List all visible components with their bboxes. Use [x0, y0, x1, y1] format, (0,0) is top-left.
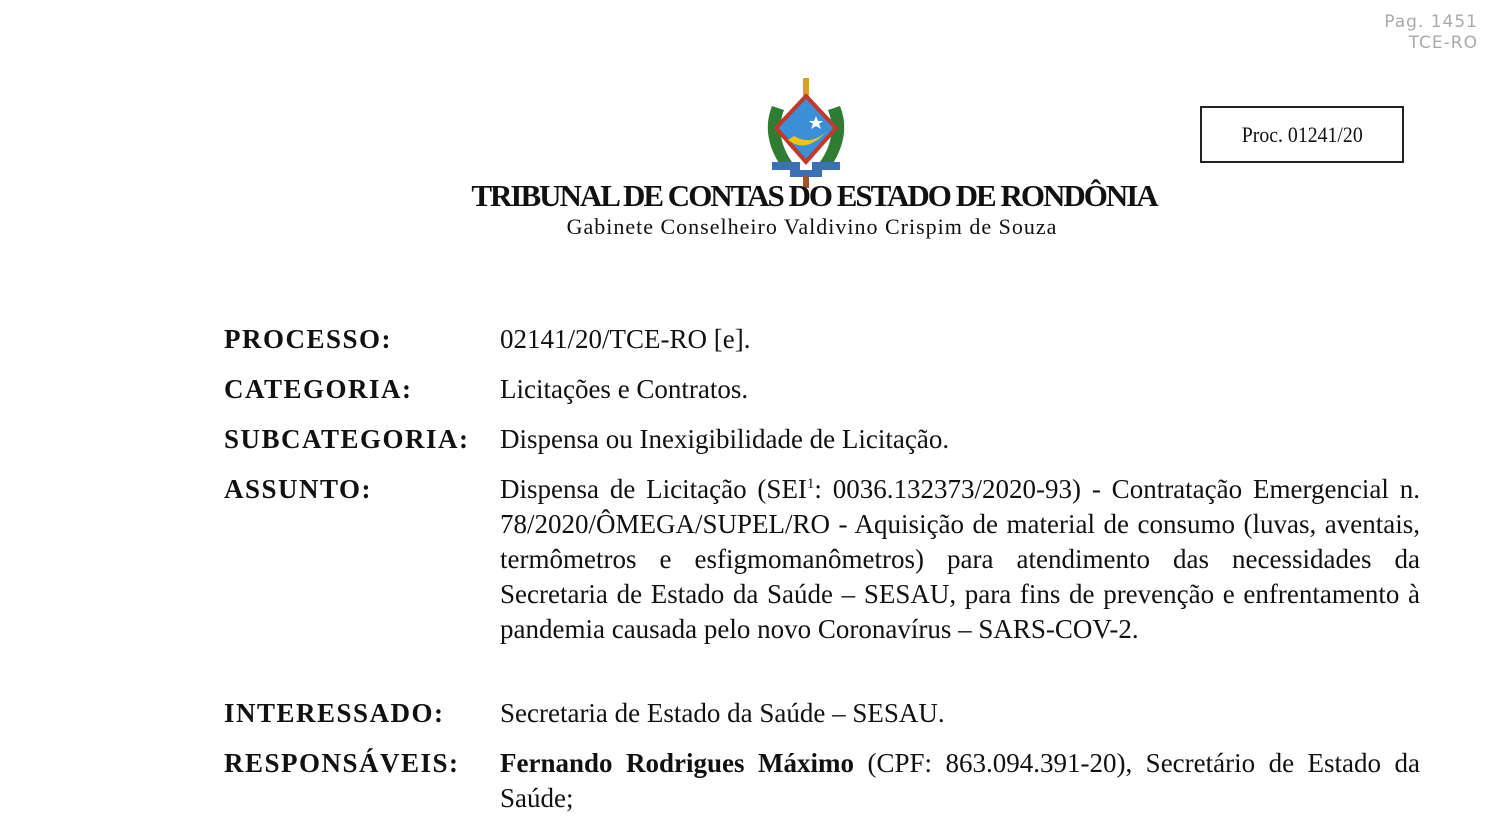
field-label: INTERESSADO:: [224, 698, 445, 728]
field-interessado: [224, 696, 1420, 731]
field-processo: [224, 322, 1420, 357]
field-subcategoria: [224, 422, 1420, 457]
field-value: Fernando Rodrigues Máximo (CPF: 863.094.391-20), Secretário de Estado da Saúde;: [500, 748, 1421, 813]
field-label: RESPONSÁVEIS:: [224, 748, 460, 778]
field-value: Dispensa ou Inexigibilidade de Licitação.: [500, 424, 950, 454]
field-label: ASSUNTO:: [224, 474, 373, 504]
responsible-name: Fernando Rodrigues Máximo: [500, 748, 854, 778]
field-value: Secretaria de Estado da Saúde – SESAU.: [500, 698, 945, 728]
page-org: TCE-RO: [1408, 33, 1478, 53]
institution-title: TRIBUNAL DE CONTAS DO ESTADO DE RONDÔNIA: [471, 178, 1157, 213]
page-number: Pag. 1451: [1384, 12, 1478, 32]
process-number-box: Proc. 01241/20: [1200, 106, 1404, 163]
field-value: Dispensa de Licitação (SEI$^1$: 0036.132373/2020-93) - Contratação Emergencial n. 78/2020/ÔMEGA/SUPEL/RO - Aquisição de material de consumo (luvas, aventais, termômetros e esfigmomanômetros) para atendimento das necessidades da Secretaria de Estado da Saúde – SESAU, para fins de prevenção e enfrentamento à pandemia causada pelo novo Coronavírus – SARS-COV-2.: [500, 474, 1420, 644]
field-assunto: [224, 472, 1420, 647]
field-label: CATEGORIA:: [224, 374, 413, 404]
state-coat-of-arms-logo: [752, 76, 860, 188]
page-stamp: [1384, 12, 1478, 54]
office-subtitle: Gabinete Conselheiro Valdivino Crispim de Souza: [566, 214, 1058, 239]
field-label: PROCESSO:: [224, 324, 393, 354]
field-label: SUBCATEGORIA:: [224, 424, 470, 454]
field-value: 02141/20/TCE-RO [e].: [500, 324, 751, 354]
field-responsaveis: [224, 746, 1420, 816]
field-categoria: [224, 372, 1420, 407]
footnote-ref[interactable]: 1: [806, 476, 815, 492]
field-value: Licitações e Contratos.: [500, 374, 749, 404]
